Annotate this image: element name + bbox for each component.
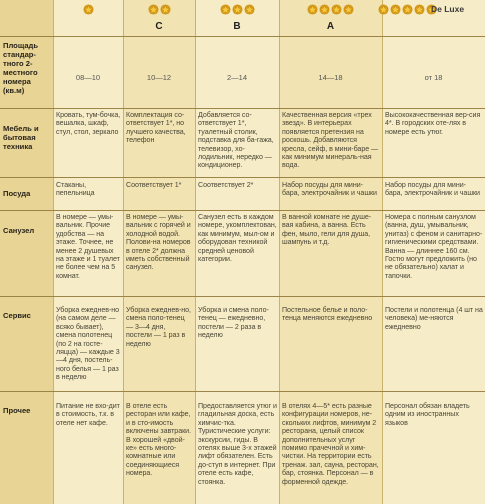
- stars-4: [279, 2, 382, 16]
- service-cell: Уборка ежеднев-но (на самом деле — всяко бывает), смена полотенец (по 2 на госте-ляцца) — каждые 3—4 дня, постель-ного белья — 1 раз в неделю: [56, 306, 120, 382]
- service-cell: Постельное белье и поло-тенца меняются ежедневно: [282, 306, 373, 323]
- row-label-service: Сервис: [3, 311, 31, 320]
- area-value: 08—10: [75, 73, 101, 82]
- bathroom-cell: В номере — умы-вальник с горячей и холодной водой. Полови-на номеров в отеле 2* должна иметь собственный санузел.: [126, 213, 191, 272]
- grade-b: B: [233, 21, 241, 32]
- row-divider: [0, 177, 485, 178]
- service-cell: Уборка ежеднев-но, смена поло-тенец — 3—4 дня, постели — 1 раз в неделю: [126, 306, 191, 348]
- row-label-dishes: Посуда: [3, 189, 31, 198]
- star-icon: [160, 4, 171, 15]
- row-label-furniture: Мебель и бытовая техника: [3, 124, 39, 151]
- other-cell: Персонал обязан владеть одним из иностранных языков: [385, 402, 470, 427]
- other-cell: В отеле есть ресторан или кафе, и в сто-имость включены завтраки. В хорошей «двой-ке» есть много-комнатные или соединяющиеся номера.: [126, 402, 191, 478]
- grade-a: A: [326, 21, 335, 32]
- furniture-cell: Кровать, тум-бочка, вешалка, шкаф, стул, стол, зеркало: [56, 111, 121, 136]
- star-icon: [220, 4, 231, 15]
- bathroom-cell: В ванной комнате не душе-вая кабина, а ванна. Есть фен, мыло, гели для душа, шампунь и т.д.: [282, 213, 372, 247]
- other-cell: В отелях 4—5* есть разные конфигурации номеров, не-скольких лифтов, минимум 2 ресторана, целый список дополнительных услуг помимо прачечной и хим-чистки. На территории есть тренаж. зал, сауна, ресторан, бар, стоянка. Персонал — в форменной одежде.: [282, 402, 379, 486]
- dishes-cell: Соответствует 2*: [198, 181, 254, 189]
- row-divider: [0, 391, 485, 392]
- dishes-cell: Стаканы, пепельница: [56, 181, 95, 198]
- furniture-cell: Качественная версия «трех звезд». В интерьерах появляется претензия на роскошь. Добавляются кресла, сейф, в мини-баре — как минимум минераль-ная вода.: [282, 111, 379, 170]
- area-value: 2—14: [226, 73, 247, 82]
- area-value: 10—12: [146, 73, 172, 82]
- row-label-other: Прочее: [3, 406, 31, 415]
- stars-1: [53, 2, 123, 16]
- service-cell: Уборка и смена поло-тенец — ежедневно, постели — 2 раза в неделю: [198, 306, 269, 340]
- star-icon: [319, 4, 330, 15]
- row-label-bathroom: Санузел: [3, 226, 35, 235]
- row-divider: [0, 36, 485, 37]
- star-icon: [232, 4, 243, 15]
- row-divider: [0, 210, 485, 211]
- deluxe-label: De Luxe: [431, 4, 465, 14]
- service-cell: Постели и полотенца (4 шт на человека) ме-няются ежедневно: [385, 306, 483, 331]
- stars-3: [195, 2, 279, 16]
- star-icon: [244, 4, 255, 15]
- star-icon: [414, 4, 425, 15]
- grade-c: C: [155, 21, 163, 32]
- dishes-cell: Набор посуды для мини-бара, электрочайник и чашки: [385, 181, 480, 198]
- dishes-cell: Набор посуды для мини-бара, электрочайник и чашки: [282, 181, 377, 198]
- bathroom-cell: Санузел есть в каждом номере, укомплектован, как минимум, мыл-ом и оборудован техникой средней ценовой категории.: [198, 213, 277, 264]
- star-icon: [83, 4, 94, 15]
- star-icon: [331, 4, 342, 15]
- other-cell: Предоставляется утюг и гладильная доска, есть химчис-тка. Туристические услуги: экскурсии, гиды. В отелях выше 3-х этажей лифт обязателен. Есть до-ступ в интернет. При отеле есть кафе, стоянка.: [198, 402, 277, 486]
- bathroom-cell: Номера с полным санузлом (ванна, душ, умывальник, унитаз) с феном и санитарно-гигиеническими средствами. Ванна — длиннее 160 см. Гостю могут предложить (но не обязательно) халат и тапочки.: [385, 213, 483, 280]
- area-value: 14—18: [318, 73, 343, 82]
- star-icon: [378, 4, 389, 15]
- star-icon: [402, 4, 413, 15]
- star-icon: [307, 4, 318, 15]
- other-cell: Питание не вхо-дит в стоимость, т.к. в отеле нет кафе.: [56, 402, 120, 427]
- star-icon: [390, 4, 401, 15]
- furniture-cell: Добавляется со-ответствует 1*, туалетный столик, подставка для ба-гажа, телевизор, хо-лодильник, нередко — кондиционер.: [198, 111, 274, 170]
- area-value: от 18: [424, 73, 443, 82]
- row-divider: [0, 296, 485, 297]
- bathroom-cell: В номере — умы-вальник. Прочие удобства — на этаже. Точнее, не менее 2 душевых на этаже и 1 туалет не более чем на 5 комнат.: [56, 213, 120, 280]
- furniture-cell: Комплектация со-ответствует 1*, но лучшего качества, телефон: [126, 111, 186, 145]
- dishes-cell: Соответствует 1*: [126, 181, 182, 189]
- stars-5: [382, 2, 432, 16]
- row-label-area: Площадь стандар-тного 2-местного номера (кв.м): [3, 41, 39, 95]
- furniture-cell: Высококачественная вер-сия 4*. В городских оте-лях в номере есть утюг.: [385, 111, 481, 136]
- star-icon: [343, 4, 354, 15]
- star-icon: [148, 4, 159, 15]
- row-divider: [0, 108, 485, 109]
- stars-2: [123, 2, 195, 16]
